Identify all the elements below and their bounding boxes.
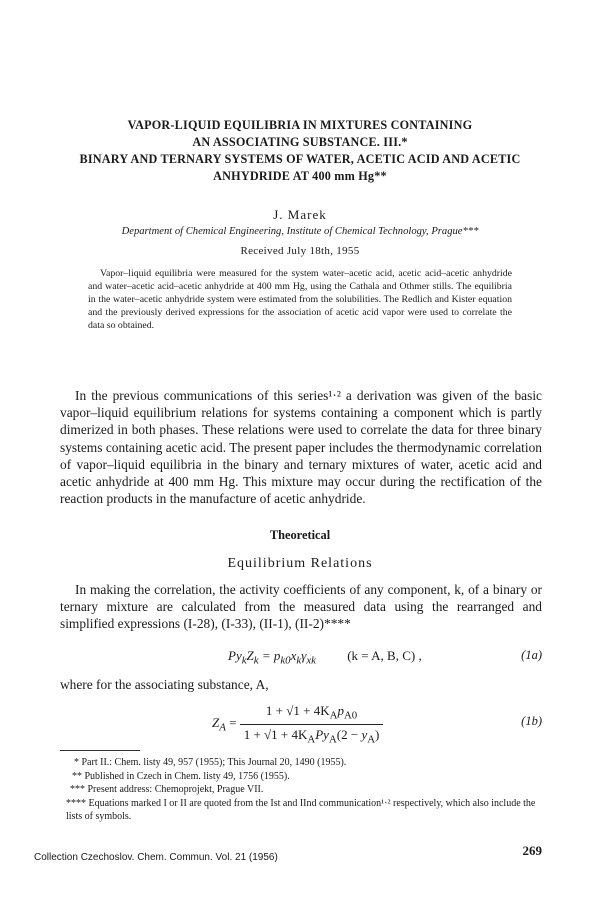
footnotes bbox=[60, 756, 540, 824]
footnote-1: * Part II.: Chem. listy 49, 957 (1955); This Journal 20, 1490 (1955). bbox=[74, 757, 347, 768]
equation-1a: $Py_kZ_k = p_{k0}x_k\gamma_{xk}$ (k = A, B, C) , bbox=[228, 648, 422, 667]
intro-paragraph: In the previous communications of this series¹·² a derivation was given of the basic vapor–liquid equilibrium relations for systems containing a component which is partly dimerized in both phases. These relations were used to correlate the data for three binary systems containing acetic acid. The present paper includes the thermodynamic correlation of vapor–liquid equilibria in the binary and ternary mixtures of water, acetic acid and acetic anhydride at 400 mm Hg. This mixture may occur during the rectification of the reaction products in the manufacture of acetic anhydride. bbox=[60, 388, 542, 507]
paper-title bbox=[40, 117, 560, 185]
eq1a-rhs: = p bbox=[261, 648, 281, 663]
eq1a-number: (1a) bbox=[521, 648, 542, 662]
footnote-rule bbox=[60, 750, 140, 751]
eq1a-condition: (k = A, B, C) , bbox=[347, 648, 422, 663]
correlation-paragraph: In making the correlation, the activity coefficients of any component, k, of a binary or ternary mixture are calculated from the measured data using the rearranged and simplified expressions (I-28), (I-33), (II-1), (II-2)**** bbox=[60, 582, 542, 632]
eq1b-denominator: 1 + √1 + 4K bbox=[243, 726, 308, 742]
author-name: J. Marek bbox=[273, 207, 327, 222]
footnote-2: ** Published in Czech in Chem. listy 49, 1756 (1955). bbox=[72, 770, 290, 782]
subsection-heading: Equilibrium Relations bbox=[227, 556, 373, 571]
author-affiliation: Department of Chemical Engineering, Institute of Chemical Technology, Prague*** bbox=[121, 226, 479, 237]
eq1b-numerator: 1 + √1 + 4K bbox=[265, 703, 330, 718]
title-line-4: ANHYDRIDE AT 400 mm Hg** bbox=[213, 169, 387, 183]
page-number: 269 bbox=[522, 843, 542, 858]
journal-footer: Collection Czechoslov. Chem. Commun. Vol. 21 (1956) bbox=[34, 852, 278, 863]
title-line-3: BINARY AND TERNARY SYSTEMS OF WATER, ACETIC ACID AND ACETIC bbox=[79, 152, 521, 166]
footnote-4: **** Equations marked I or II are quoted from the Ist and IInd communication¹·² respectively, which also include the lists of symbols. bbox=[66, 797, 536, 823]
intro-section bbox=[60, 387, 542, 507]
eq1b-number: (1b) bbox=[521, 714, 542, 728]
where-text: where for the associating substance, A, bbox=[60, 677, 269, 692]
equation-1b: $Z_A$ = $\frac{1 + √1 + 4K_Ap_{A0}}{1 + √1 + 4K_APy_A(2 - y_A)}$ bbox=[212, 703, 383, 745]
eq1b-fraction: $\frac{1 + √1 + 4K_Ap_{A0}}{1 + √1 + 4K_APy_A(2 - y_A)}$ bbox=[240, 703, 384, 745]
footnote-3: *** Present address: Chemoprojekt, Prague VII. bbox=[70, 784, 264, 796]
section-heading: Theoretical bbox=[269, 528, 331, 542]
eq1a-lhs: Py bbox=[228, 648, 242, 663]
eq1b-lhs: $Z_A$ bbox=[212, 715, 226, 734]
abstract: Vapor–liquid equilibria were measured for the system water–acetic acid, acetic acid–acetic anhydride and water–acetic acid–acetic anhydride at 400 mm Hg, using the Cathala and Othmer stills. The equilibria in the water–acetic anhydride system were estimated from the solubilities. The Redlich and Kister equation and the previously derived expressions for the association of acetic acid vapor were used to correlate the data so obtained. bbox=[88, 268, 512, 331]
title-line-2: AN ASSOCIATING SUBSTANCE. III.* bbox=[192, 135, 408, 149]
title-line-1: VAPOR-LIQUID EQUILIBRIA IN MIXTURES CONTAINING bbox=[127, 118, 473, 132]
received-date: Received July 18th, 1955 bbox=[240, 245, 360, 257]
correlation-section bbox=[60, 581, 542, 633]
